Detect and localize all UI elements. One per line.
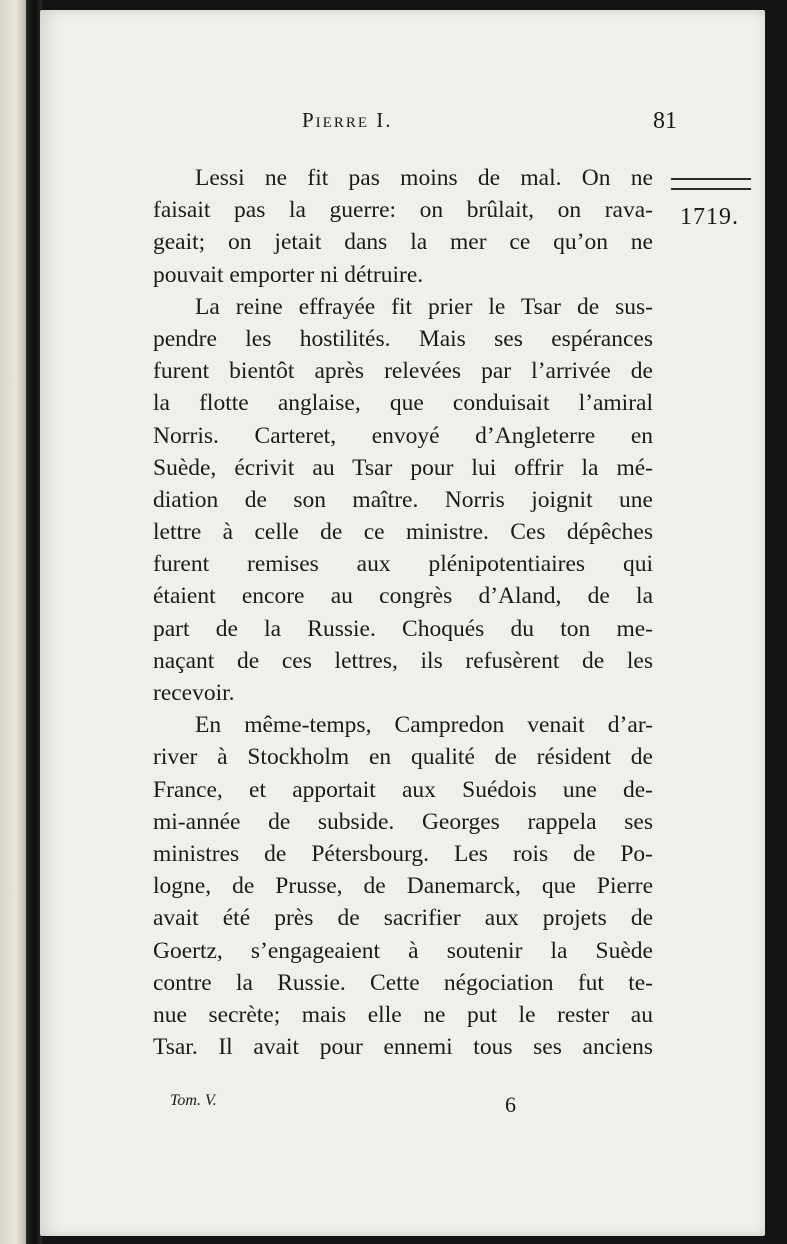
text-line: pendre les hostilités. Mais ses espérances <box>153 325 653 352</box>
text-line: nue secrète; mais elle ne put le rester au <box>153 1001 653 1028</box>
text-line: la flotte anglaise, que conduisait l’amiral <box>153 390 653 417</box>
text-line: En même-temps, Campredon venait d’ar- <box>195 712 653 739</box>
text-line: Norris. Carteret, envoyé d’Angleterre en <box>153 422 653 449</box>
signature-mark-volume: Tom. V. <box>170 1092 217 1109</box>
page-header <box>302 102 677 142</box>
text-line: geait; on jetait dans la mer ce qu’on ne <box>153 229 653 256</box>
text-line: Goertz, s’engageaient à soutenir la Suède <box>153 937 653 964</box>
text-line: pouvait emporter ni détruire. <box>153 261 424 288</box>
text-line: étaient encore au congrès d’Aland, de la <box>153 583 653 610</box>
page-number: 81 <box>653 108 677 134</box>
page-footer <box>170 1092 530 1122</box>
text-line: France, et apportait aux Suédois une de- <box>153 776 653 803</box>
text-line: Tsar. Il avait pour ennemi tous ses anciens <box>153 1034 653 1061</box>
text-line: furent bientôt après relevées par l’arrivée de <box>153 358 653 385</box>
text-line: logne, de Prusse, de Danemarck, que Pierre <box>153 873 653 900</box>
text-line: furent remises aux plénipotentiaires qui <box>153 551 653 578</box>
text-line: recevoir. <box>153 680 235 706</box>
text-line: diation de son maître. Norris joignit une <box>153 486 653 513</box>
margin-year: 1719. <box>680 204 739 230</box>
body-text <box>153 162 653 1063</box>
running-title: Pierre I. <box>302 108 393 132</box>
text-line: naçant de ces lettres, ils refusèrent de les <box>153 647 653 674</box>
text-line: part de la Russie. Choqués du ton me- <box>153 615 653 642</box>
text-line: La reine effrayée fit prier le Tsar de sus- <box>195 293 653 320</box>
text-line: contre la Russie. Cette négociation fut te- <box>153 969 653 996</box>
text-line: ministres de Pétersbourg. Les rois de Po- <box>153 840 653 867</box>
margin-rule <box>671 178 751 190</box>
text-line: Lessi ne fit pas moins de mal. On ne <box>195 165 653 191</box>
text-line: Suède, écrivit au Tsar pour lui offrir la mé- <box>153 454 653 481</box>
text-line: faisait pas la guerre: on brûlait, on rava- <box>153 197 653 224</box>
signature-mark: 6 <box>505 1092 516 1117</box>
facing-page-edge <box>0 0 26 1244</box>
book-page <box>40 10 765 1236</box>
text-line: river à Stockholm en qualité de résident de <box>153 744 653 771</box>
text-line: mi-année de subside. Georges rappela ses <box>153 808 653 835</box>
text-line: lettre à celle de ce ministre. Ces dépêches <box>153 519 653 546</box>
text-line: avait été près de sacrifier aux projets de <box>153 905 653 932</box>
